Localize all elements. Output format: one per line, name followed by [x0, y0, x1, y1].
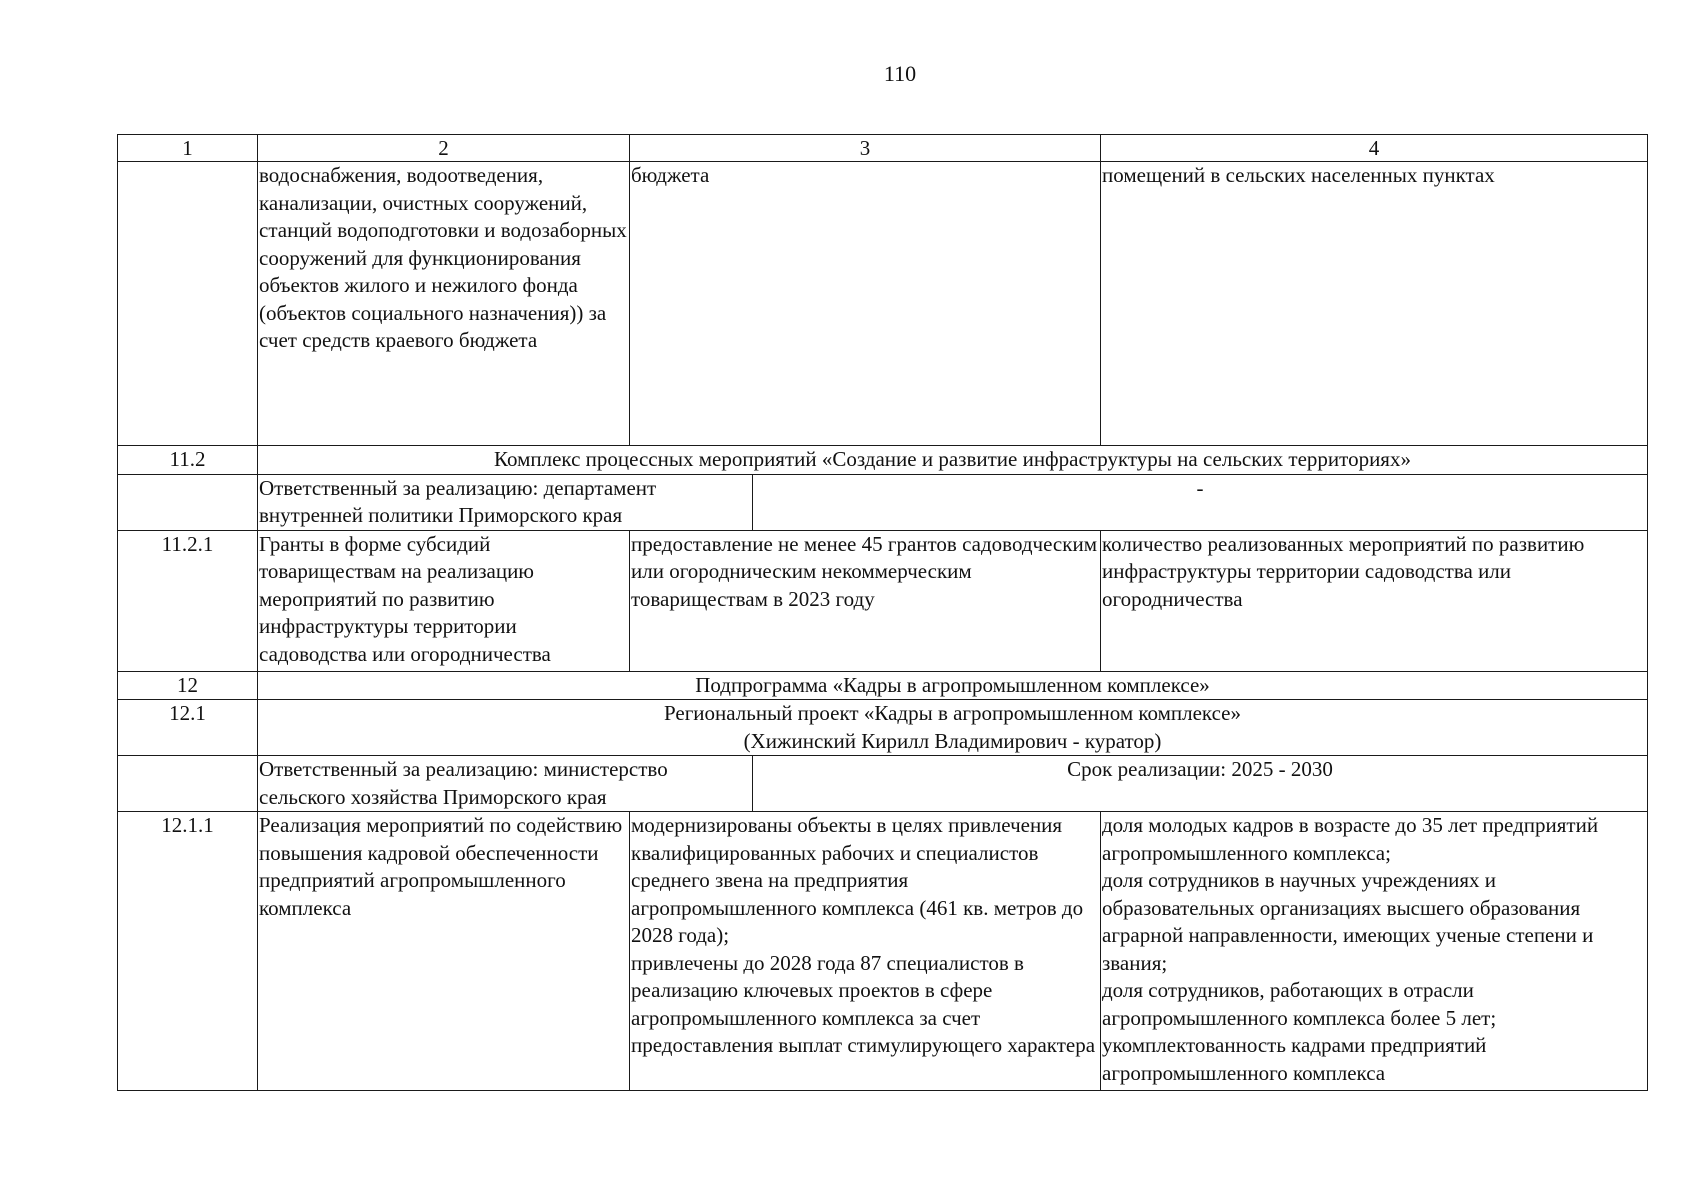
header-col-2: 2 — [258, 135, 630, 162]
project-title-line-2: (Хижинский Кирилл Владимирович - куратор) — [743, 728, 1162, 753]
row-number: 12 — [118, 671, 258, 700]
table-header-row — [118, 135, 1648, 162]
event-name-cell: Гранты в форме субсидий товариществам на реализацию мероприятий по развитию инфраструктуры территории садоводства или огородничества — [258, 530, 630, 671]
row-number: 11.2.1 — [118, 530, 258, 671]
header-col-4: 4 — [1101, 135, 1648, 162]
responsible-cell: Ответственный за реализацию: департамент внутренней политики Приморского края — [258, 474, 753, 530]
event-name-cell: водоснабжения, водоотведения, канализации, очистных сооружений, станций водоподготовки и водозаборных сооружений для функционирования объектов жилого и нежилого фонда (объектов социального назначения)) за счет средств краевого бюджета — [258, 162, 630, 446]
table-row-11-2-1 — [118, 530, 1648, 671]
row-number: 12.1.1 — [118, 812, 258, 1091]
row-number: 12.1 — [118, 700, 258, 756]
responsible-cell: Ответственный за реализацию: министерство сельского хозяйства Приморского края — [258, 756, 753, 812]
table-row-12 — [118, 671, 1648, 700]
section-title: Комплекс процессных мероприятий «Создание и развитие инфраструктуры на сельских территориях» — [258, 446, 1648, 475]
table-row-12-1-responsible — [118, 756, 1648, 812]
indicator-cell: количество реализованных мероприятий по развитию инфраструктуры территории садоводства или огородничества — [1101, 530, 1648, 671]
expected-result-text: модернизированы объекты в целях привлечения квалифицированных рабочих и специалистов среднего звена на предприятия агропромышленного комплекса (461 кв. метров до 2028 года); привлечены до 2028 года 87 специалистов в реализацию ключевых проектов в сфере агропромышленного комплекса за счет предоставления выплат стимулирующего характера — [631, 813, 1096, 1057]
table-row-11-2 — [118, 446, 1648, 475]
project-title — [258, 700, 1648, 756]
row-number-empty — [118, 474, 258, 530]
table-row-11-2-responsible — [118, 474, 1648, 530]
page-number: 110 — [883, 61, 917, 86]
table-row-12-1 — [118, 700, 1648, 756]
term-cell: Срок реализации: 2025 - 2030 — [753, 756, 1648, 812]
indicator-cell: помещений в сельских населенных пунктах — [1101, 162, 1648, 446]
row-number — [118, 162, 258, 446]
expected-result-cell: предоставление не менее 45 грантов садоводческим или огородническим некоммерческим товариществам в 2023 году — [630, 530, 1101, 671]
program-table — [117, 134, 1648, 1091]
project-title-line-1: Региональный проект «Кадры в агропромышленном комплексе» — [663, 701, 1242, 725]
indicator-text: доля молодых кадров в возрасте до 35 лет предприятий агропромышленного комплекса; доля сотрудников в научных учреждениях и образовательных организациях высшего образования аграрной направленности, имеющих ученые степени и звания; доля сотрудников, работающих в отрасли агропромышленного комплекса более 5 лет; укомплектованность кадрами предприятий агропромышленного комплекса — [1102, 813, 1599, 1085]
expected-result-cell: бюджета — [630, 162, 1101, 446]
indicator-cell — [1101, 812, 1648, 1091]
event-name-cell: Реализация мероприятий по содействию повышения кадровой обеспеченности предприятий агропромышленного комплекса — [258, 812, 630, 1091]
expected-result-cell — [630, 812, 1101, 1091]
header-col-3: 3 — [630, 135, 1101, 162]
subprogram-title: Подпрограмма «Кадры в агропромышленном комплексе» — [258, 671, 1648, 700]
header-col-1: 1 — [118, 135, 258, 162]
term-cell: - — [753, 474, 1648, 530]
row-number: 11.2 — [118, 446, 258, 475]
table-row-continued — [118, 162, 1648, 446]
table-row-12-1-1 — [118, 812, 1648, 1091]
row-number-empty — [118, 756, 258, 812]
